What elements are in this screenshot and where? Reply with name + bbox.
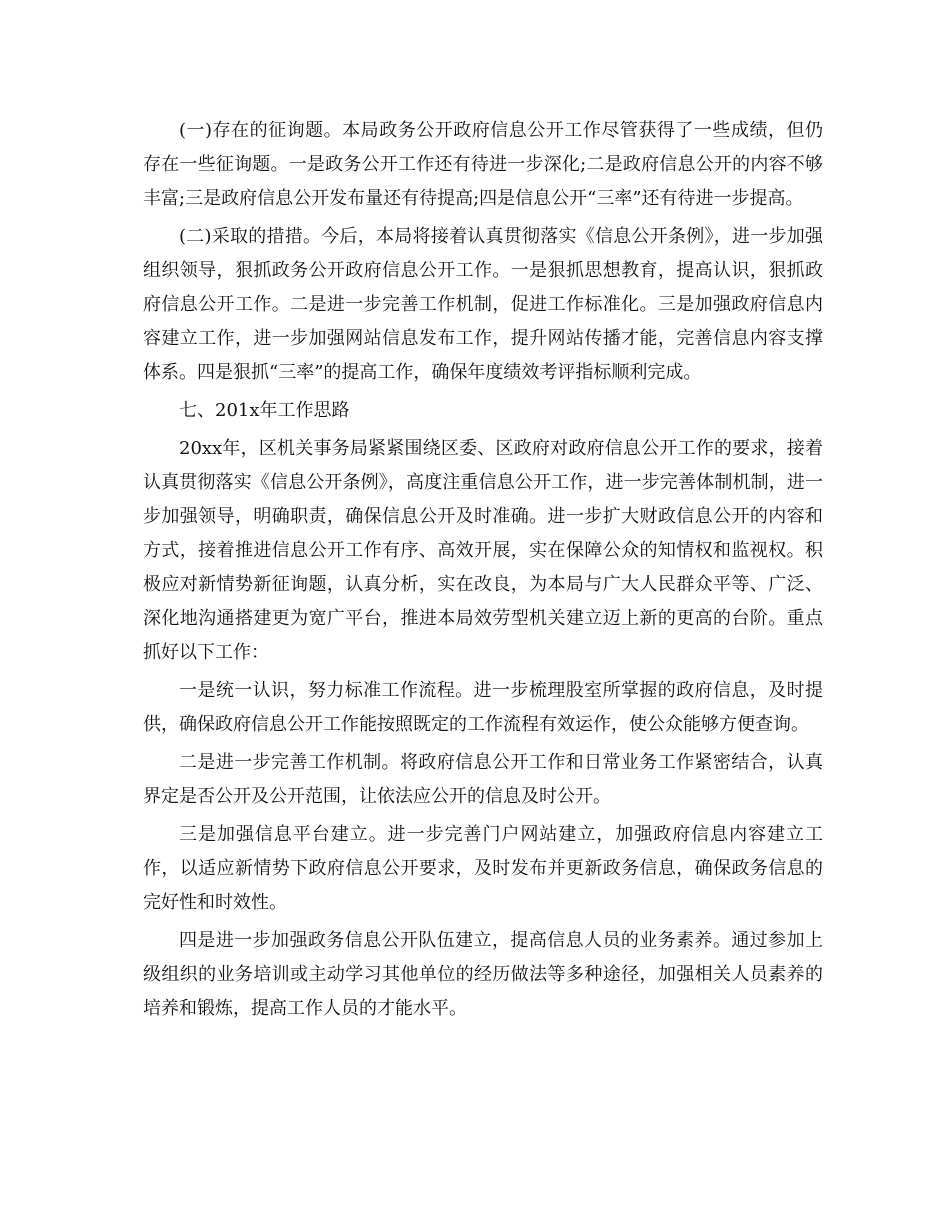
paragraph-item-four: 四是进一步加强政务信息公开队伍建立，提高信息人员的业务素养。通过参加上级组织的业务培训或主动学习其他单位的经历做法等多种途径，加强相关人员素养的培养和锻炼，提高工作人员的才能水平。 xyxy=(143,930,823,1019)
paragraph-item-three: 三是加强信息平台建立。进一步完善门户网站建立，加强政府信息内容建立工作，以适应新情势下政府信息公开要求，及时发布并更新政务信息，确保政务信息的完好性和时效性。 xyxy=(143,824,823,913)
paragraph-item-one: 一是统一认识，努力标准工作流程。进一步梳理股室所掌握的政府信息，及时提供，确保政府信息公开工作能按照既定的工作流程有效运作，使公众能够方便查询。 xyxy=(143,680,823,735)
section-heading-work-plan: 七、201x年工作思路 xyxy=(179,400,350,421)
paragraph-work-plan-intro: 20xx年，区机关事务局紧紧围绕区委、区政府对政府信息公开工作的要求，接着认真贯彻落实《信息公开条例》，高度注重信息公开工作，进一步完善体制机制，进一步加强领导，明确职责，确保信息公开及时准确。进一步扩大财政信息公开的内容和方式，接着推进信息公开工作有序、高效开展，实在保障公众的知情权和监视权。积极应对新情势新征询题，认真分析，实在改良，为本局与广大人民群众平等、广泛、深化地沟通搭建更为宽广平台，推进本局效劳型机关建立迈上新的更高的台阶。重点抓好以下工作： xyxy=(143,438,823,663)
paragraph-existing-problems: (一)存在的征询题。本局政务公开政府信息公开工作尽管获得了一些成绩，但仍存在一些征询题。一是政务公开工作还有待进一步深化;二是政府信息公开的内容不够丰富;三是政府信息公开发布量还有待提高;四是信息公开“三率”还有待进一步提高。 xyxy=(143,120,823,209)
document-body xyxy=(143,114,823,1030)
paragraph-measures: (二)采取的措措。今后，本局将接着认真贯彻落实《信息公开条例》，进一步加强组织领导，狠抓政务公开政府信息公开工作。一是狠抓思想教育，提高认识，狠抓政府信息公开工作。二是进一步完善工作机制，促进工作标准化。三是加强政府信息内容建立工作，进一步加强网站信息发布工作，提升网站传播才能，完善信息内容支撑体系。四是狠抓“三率”的提高工作，确保年度绩效考评指标顺利完成。 xyxy=(143,226,823,383)
paragraph-item-two: 二是进一步完善工作机制。将政府信息公开工作和日常业务工作紧密结合，认真界定是否公开及公开范围，让依法应公开的信息及时公开。 xyxy=(143,752,823,807)
